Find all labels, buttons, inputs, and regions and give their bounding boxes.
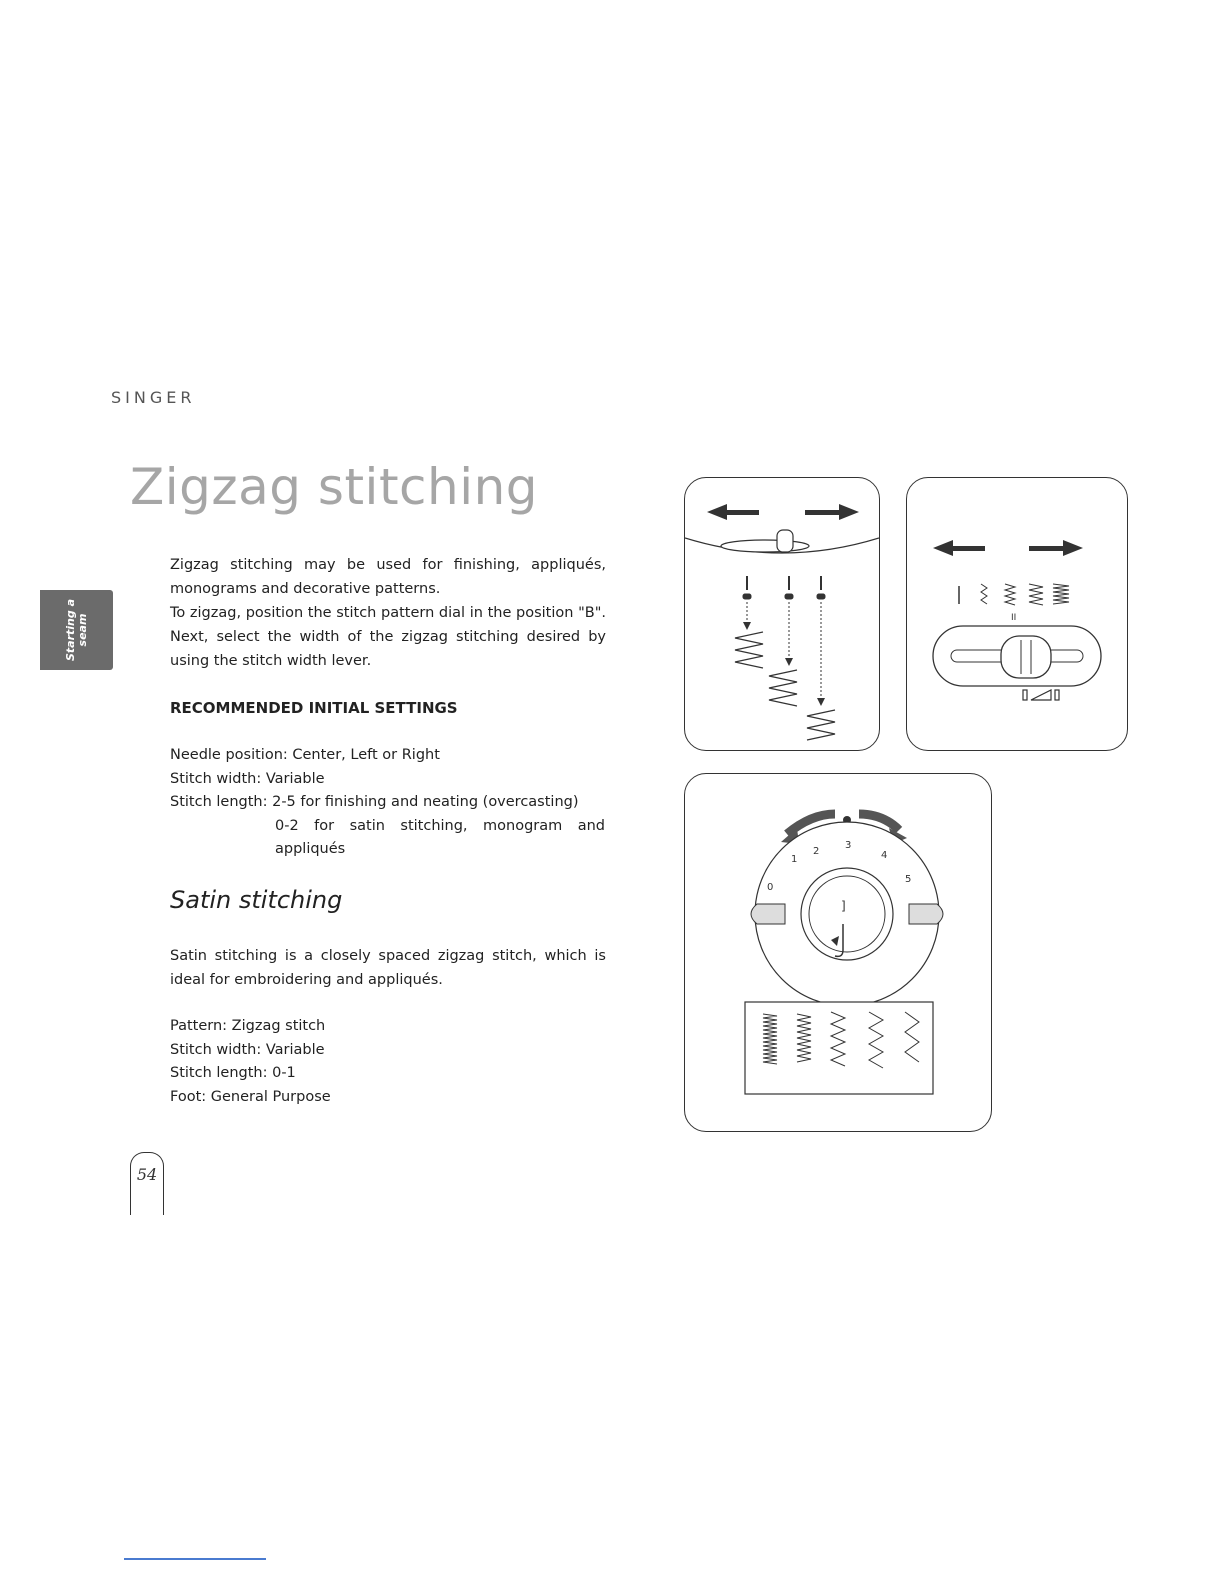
side-tab-label: Starting a seam	[63, 599, 89, 662]
section-side-tab	[40, 590, 113, 670]
stitch-length-dial-illustration	[684, 773, 992, 1132]
intro-text	[170, 553, 606, 673]
satin-settings	[170, 1015, 331, 1109]
footer-line	[124, 1558, 266, 1560]
recommended-heading: RECOMMENDED INITIAL SETTINGS	[170, 699, 458, 717]
stitch-width-lever-illustration	[906, 477, 1128, 751]
width-lever-scale-label: II	[1011, 613, 1017, 623]
page-number-box	[130, 1152, 164, 1215]
stitch-length-setting: Stitch length: 2-5 for finishing and neating (overcasting)	[170, 794, 579, 810]
satin-heading: Satin stitching	[170, 886, 343, 914]
left-arrow-icon	[707, 504, 759, 520]
width-scale-icon	[1023, 690, 1059, 700]
brand-logo: SINGER	[111, 388, 196, 407]
dial-number-1: 1	[791, 854, 798, 865]
intro-paragraph-1: Zigzag stitching may be used for finishing, appliqués, monograms and decorative patterns.	[170, 557, 606, 597]
svg-text:]: ]	[841, 899, 846, 913]
dial-number-0: 0	[767, 882, 774, 893]
right-arrow-icon	[805, 504, 859, 520]
dial-number-5: 5	[905, 874, 912, 885]
right-arrow-icon	[1029, 540, 1083, 556]
dial-number-4: 4	[881, 850, 888, 861]
page-title: Zigzag stitching	[130, 458, 539, 516]
stitch-width-setting: Stitch width: Variable	[170, 770, 325, 787]
needle-position-setting: Needle position: Center, Left or Right	[170, 747, 440, 763]
stitch-length-setting-2: 0-2 for satin stitching, monogram and appliqués	[275, 817, 605, 857]
needle-position-illustration	[684, 477, 880, 751]
satin-width-setting: Stitch width: Variable	[170, 1041, 325, 1058]
satin-pattern-setting: Pattern: Zigzag stitch	[170, 1018, 326, 1034]
satin-foot-setting: Foot: General Purpose	[170, 1088, 331, 1105]
satin-length-setting: Stitch length: 0-1	[170, 1065, 296, 1081]
dial-number-3: 3	[845, 840, 852, 851]
satin-description: Satin stitching is a closely spaced zigzag stitch, which is ideal for embroidering and appliqués.	[170, 948, 606, 988]
needle-icon	[743, 576, 825, 599]
recommended-settings	[170, 744, 605, 862]
dial-number-2: 2	[813, 846, 820, 857]
left-arrow-icon	[933, 540, 985, 556]
intro-paragraph-2: To zigzag, position the stitch pattern dial in the position "B". Next, select the width of the zigzag stitching desired by using the stitch width lever.	[170, 605, 606, 669]
page-number: 54	[136, 1165, 158, 1184]
